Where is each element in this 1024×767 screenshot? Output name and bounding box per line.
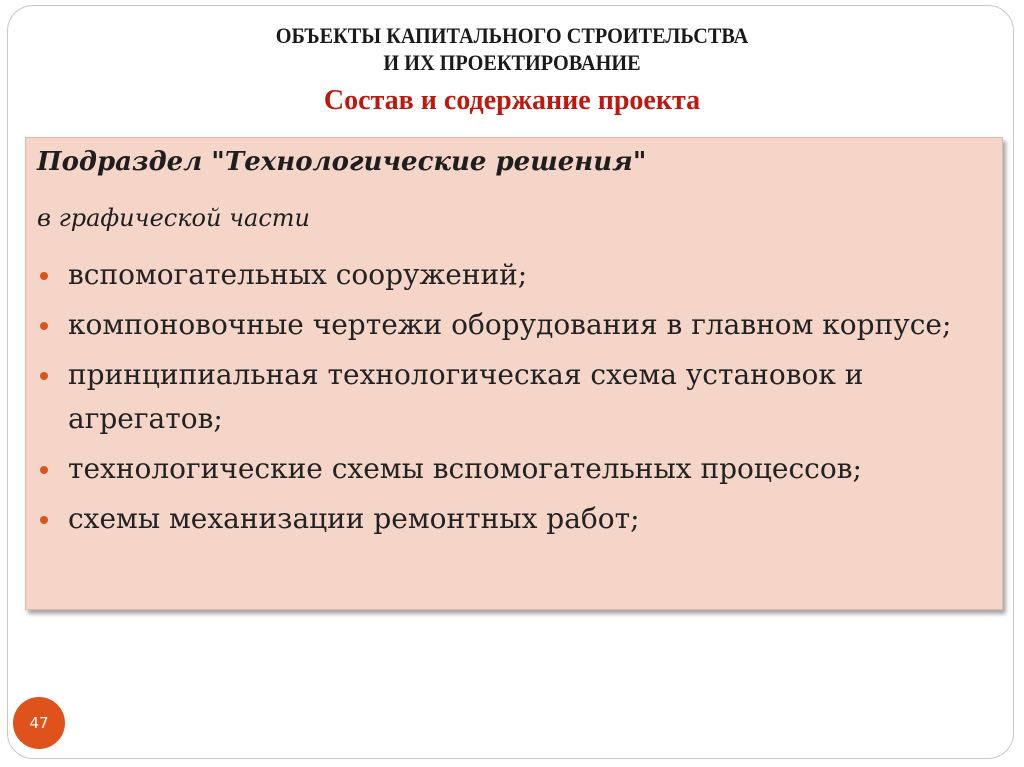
title-block <box>0 22 1024 118</box>
bullet-item <box>26 303 986 347</box>
content-subheading: в графической части <box>37 204 310 232</box>
content-heading: Подраздел "Технологические решения" <box>37 147 647 177</box>
bullet-icon <box>40 466 48 474</box>
bullet-item <box>26 497 986 541</box>
bullet-icon <box>40 372 48 380</box>
bullet-item <box>26 353 986 441</box>
bullet-text: компоновочные чертежи оборудования в главном корпусе; <box>68 308 952 341</box>
bullet-item <box>26 253 986 297</box>
bullet-icon <box>40 272 48 280</box>
title-line-2: И ИХ ПРОЕКТИРОВАНИЕ <box>383 50 641 75</box>
page-number-badge: 47 <box>13 697 65 749</box>
bullet-list <box>26 253 986 547</box>
content-box <box>25 137 1003 610</box>
bullet-icon <box>40 322 48 330</box>
bullet-item <box>26 447 986 491</box>
bullet-icon <box>40 516 48 524</box>
slide-subtitle: Состав и содержание проекта <box>323 85 701 116</box>
bullet-text: технологические схемы вспомогательных процессов; <box>68 452 862 485</box>
bullet-text: схемы механизации ремонтных работ; <box>68 502 640 535</box>
bullet-text: принципиальная технологическая схема установок и агрегатов; <box>68 358 864 435</box>
bullet-text: вспомогательных сооружений; <box>68 258 528 291</box>
title-line-1: ОБЪЕКТЫ КАПИТАЛЬНОГО СТРОИТЕЛЬСТВА <box>275 23 749 48</box>
